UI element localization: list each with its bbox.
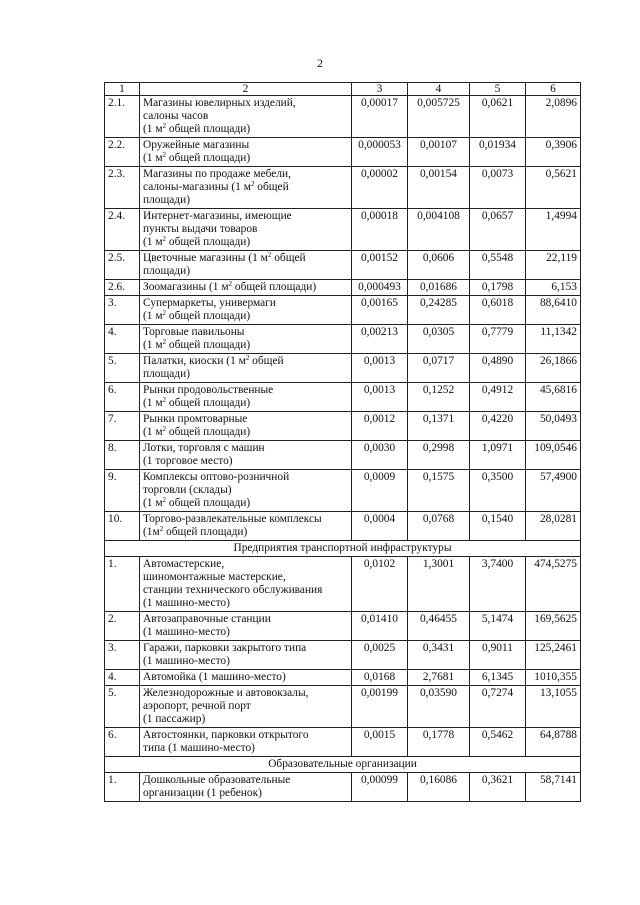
section-header-row — [105, 541, 581, 557]
value-col-5: 3,7400 — [470, 557, 526, 612]
table-header-row — [105, 83, 581, 96]
value-col-4: 0,004108 — [408, 209, 470, 251]
value-col-6: 109,0546 — [526, 441, 581, 470]
row-name: Палатки, киоски (1 $м^2$ общей площади) — [140, 354, 352, 383]
column-header: 4 — [408, 83, 470, 96]
value-col-3: 0,0168 — [352, 670, 408, 686]
row-name: Интернет-магазины, имеющие пункты выдачи товаров (1 $м^2$ общей площади) — [140, 209, 352, 251]
value-col-6: 1,4994 — [526, 209, 581, 251]
row-number: 5. — [105, 686, 140, 728]
value-col-5: 0,1540 — [470, 512, 526, 541]
row-name: Комплексы оптово-розничной торговли (склады) (1 $м^2$ общей площади) — [140, 470, 352, 512]
value-col-4: 0,3431 — [408, 641, 470, 670]
table-row — [105, 296, 581, 325]
row-name: Гаражи, парковки закрытого типа (1 машино-место) — [140, 641, 352, 670]
value-col-4: 0,03590 — [408, 686, 470, 728]
table-row — [105, 773, 581, 802]
value-col-6: 1010,355 — [526, 670, 581, 686]
column-header: 1 — [105, 83, 140, 96]
value-col-5: 0,9011 — [470, 641, 526, 670]
superscript-two: 2 — [228, 280, 233, 288]
value-col-4: 0,46455 — [408, 612, 470, 641]
superscript-two: 2 — [162, 396, 167, 404]
value-col-3: 0,0013 — [352, 354, 408, 383]
row-number: 4. — [105, 670, 140, 686]
value-col-3: 0,0013 — [352, 383, 408, 412]
row-name: Оружейные магазины (1 $м^2$ общей площади) — [140, 138, 352, 167]
row-number: 9. — [105, 470, 140, 512]
column-header: 3 — [352, 83, 408, 96]
row-number: 6. — [105, 383, 140, 412]
value-col-6: 57,4900 — [526, 470, 581, 512]
table-row — [105, 280, 581, 296]
value-col-5: 0,0621 — [470, 96, 526, 138]
row-name: Магазины ювелирных изделий, салоны часов (1 $м^2$ общей площади) — [140, 96, 352, 138]
value-col-5: 0,4912 — [470, 383, 526, 412]
value-col-5: 0,0073 — [470, 167, 526, 209]
value-col-6: 64,8788 — [526, 728, 581, 757]
value-col-6: 125,2461 — [526, 641, 581, 670]
value-col-6: 11,1342 — [526, 325, 581, 354]
table-row — [105, 209, 581, 251]
table-row — [105, 728, 581, 757]
value-col-3: 0,00165 — [352, 296, 408, 325]
table-row — [105, 470, 581, 512]
value-col-3: 0,000493 — [352, 280, 408, 296]
row-name: Железнодорожные и автовокзалы, аэропорт, речной порт (1 пассажир) — [140, 686, 352, 728]
row-number: 2.2. — [105, 138, 140, 167]
value-col-3: 0,0102 — [352, 557, 408, 612]
value-col-5: 0,5548 — [470, 251, 526, 280]
superscript-two: 2 — [162, 496, 167, 504]
value-col-6: 2,0896 — [526, 96, 581, 138]
value-col-3: 0,0015 — [352, 728, 408, 757]
row-number: 3. — [105, 296, 140, 325]
table-row — [105, 251, 581, 280]
value-col-4: 0,0768 — [408, 512, 470, 541]
superscript-two: 2 — [162, 122, 167, 130]
value-col-4: 0,0717 — [408, 354, 470, 383]
row-name: Автостоянки, парковки открытого типа (1 машино-место) — [140, 728, 352, 757]
value-col-4: 0,1575 — [408, 470, 470, 512]
row-name: Супермаркеты, универмаги (1 $м^2$ общей площади) — [140, 296, 352, 325]
table-row — [105, 412, 581, 441]
section-title: Предприятия транспортной инфраструктуры — [105, 541, 581, 557]
value-col-5: 0,1798 — [470, 280, 526, 296]
table-row — [105, 512, 581, 541]
value-col-6: 45,6816 — [526, 383, 581, 412]
value-col-3: 0,00213 — [352, 325, 408, 354]
row-name: Автозаправочные станции (1 машино-место) — [140, 612, 352, 641]
row-number: 3. — [105, 641, 140, 670]
superscript-two: 2 — [162, 338, 167, 346]
value-col-4: 0,0305 — [408, 325, 470, 354]
value-col-6: 474,5275 — [526, 557, 581, 612]
superscript-two: 2 — [267, 251, 272, 259]
value-col-4: 2,7681 — [408, 670, 470, 686]
row-number: 2.5. — [105, 251, 140, 280]
row-number: 7. — [105, 412, 140, 441]
superscript-two: 2 — [250, 180, 255, 188]
value-col-6: 88,6410 — [526, 296, 581, 325]
column-header: 5 — [470, 83, 526, 96]
value-col-6: 22,119 — [526, 251, 581, 280]
value-col-5: 0,6018 — [470, 296, 526, 325]
section-header-row — [105, 757, 581, 773]
superscript-two: 2 — [162, 425, 167, 433]
row-name: Зоомагазины (1 $м^2$ общей площади) — [140, 280, 352, 296]
table-body — [105, 83, 581, 802]
value-col-6: 26,1866 — [526, 354, 581, 383]
value-col-3: 0,000053 — [352, 138, 408, 167]
table-row — [105, 354, 581, 383]
row-number: 4. — [105, 325, 140, 354]
row-name: Автомойка (1 машино-место) — [140, 670, 352, 686]
superscript-two: 2 — [162, 235, 167, 243]
row-name: Торговые павильоны (1 $м^2$ общей площади) — [140, 325, 352, 354]
value-col-6: 50,0493 — [526, 412, 581, 441]
row-name: Автомастерские, шиномонтажные мастерские, станции технического обслуживания (1 машино-место) — [140, 557, 352, 612]
value-col-4: 0,1778 — [408, 728, 470, 757]
value-col-4: 0,01686 — [408, 280, 470, 296]
value-col-5: 0,3621 — [470, 773, 526, 802]
section-title: Образовательные организации — [105, 757, 581, 773]
table-row — [105, 670, 581, 686]
value-col-6: 28,0281 — [526, 512, 581, 541]
row-number: 2.3. — [105, 167, 140, 209]
value-col-6: 13,1055 — [526, 686, 581, 728]
value-col-4: 1,3001 — [408, 557, 470, 612]
value-col-4: 0,00154 — [408, 167, 470, 209]
value-col-5: 0,3500 — [470, 470, 526, 512]
value-col-3: 0,01410 — [352, 612, 408, 641]
value-col-5: 0,7274 — [470, 686, 526, 728]
norms-table — [104, 82, 581, 802]
row-name: Дошкольные образовательные организации (1 ребенок) — [140, 773, 352, 802]
row-number: 2.4. — [105, 209, 140, 251]
value-col-4: 0,2998 — [408, 441, 470, 470]
table-row — [105, 641, 581, 670]
table-row — [105, 612, 581, 641]
value-col-6: 58,7141 — [526, 773, 581, 802]
row-number: 2.1. — [105, 96, 140, 138]
value-col-4: 0,24285 — [408, 296, 470, 325]
row-number: 1. — [105, 557, 140, 612]
value-col-4: 0,0606 — [408, 251, 470, 280]
row-name: Лотки, торговля с машин (1 торговое место) — [140, 441, 352, 470]
table-row — [105, 96, 581, 138]
table-row — [105, 557, 581, 612]
value-col-3: 0,0004 — [352, 512, 408, 541]
value-col-3: 0,0025 — [352, 641, 408, 670]
row-number: 8. — [105, 441, 140, 470]
value-col-3: 0,00199 — [352, 686, 408, 728]
value-col-5: 0,01934 — [470, 138, 526, 167]
value-col-6: 0,5621 — [526, 167, 581, 209]
row-name: Рынки промтоварные (1 $м^2$ общей площади) — [140, 412, 352, 441]
table-row — [105, 686, 581, 728]
value-col-5: 0,4890 — [470, 354, 526, 383]
row-number: 6. — [105, 728, 140, 757]
value-col-5: 0,7779 — [470, 325, 526, 354]
superscript-two: 2 — [162, 309, 167, 317]
row-number: 1. — [105, 773, 140, 802]
row-number: 10. — [105, 512, 140, 541]
value-col-4: 0,005725 — [408, 96, 470, 138]
value-col-3: 0,00018 — [352, 209, 408, 251]
value-col-4: 0,1252 — [408, 383, 470, 412]
value-col-5: 0,4220 — [470, 412, 526, 441]
value-col-3: 0,0009 — [352, 470, 408, 512]
value-col-4: 0,00107 — [408, 138, 470, 167]
table-row — [105, 167, 581, 209]
value-col-3: 0,0012 — [352, 412, 408, 441]
value-col-3: 0,00002 — [352, 167, 408, 209]
superscript-two: 2 — [159, 525, 164, 533]
value-col-6: 0,3906 — [526, 138, 581, 167]
value-col-6: 169,5625 — [526, 612, 581, 641]
value-col-5: 0,5462 — [470, 728, 526, 757]
value-col-5: 6,1345 — [470, 670, 526, 686]
value-col-4: 0,1371 — [408, 412, 470, 441]
column-header: 2 — [140, 83, 352, 96]
value-col-4: 0,16086 — [408, 773, 470, 802]
value-col-3: 0,00152 — [352, 251, 408, 280]
column-header: 6 — [526, 83, 581, 96]
row-number: 2. — [105, 612, 140, 641]
table-row — [105, 383, 581, 412]
value-col-5: 1,0971 — [470, 441, 526, 470]
page-number: 2 — [317, 56, 323, 70]
table-row — [105, 441, 581, 470]
table-row — [105, 325, 581, 354]
row-name: Магазины по продаже мебели, салоны-магазины (1 $м^2$ общей площади) — [140, 167, 352, 209]
row-name: Рынки продовольственные (1 $м^2$ общей площади) — [140, 383, 352, 412]
row-name: Цветочные магазины (1 $м^2$ общей площади) — [140, 251, 352, 280]
value-col-6: 6,153 — [526, 280, 581, 296]
value-col-5: 5,1474 — [470, 612, 526, 641]
value-col-3: 0,00017 — [352, 96, 408, 138]
row-number: 5. — [105, 354, 140, 383]
row-number: 2.6. — [105, 280, 140, 296]
superscript-two: 2 — [162, 151, 167, 159]
value-col-5: 0,0657 — [470, 209, 526, 251]
table-row — [105, 138, 581, 167]
row-name: Торгово-развлекательные комплексы ($1м^2$ общей площади) — [140, 512, 352, 541]
value-col-3: 0,00099 — [352, 773, 408, 802]
value-col-3: 0,0030 — [352, 441, 408, 470]
superscript-two: 2 — [245, 354, 250, 362]
